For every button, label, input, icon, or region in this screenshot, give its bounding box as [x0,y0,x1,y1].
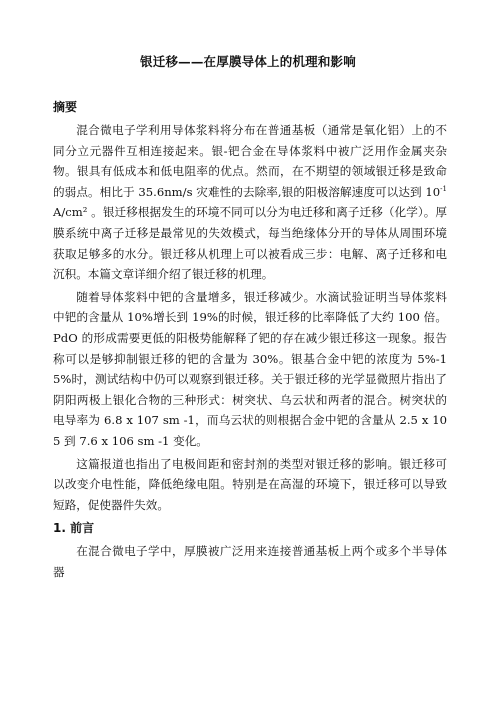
section-1-paragraph-1: 在混合微电子学中，厚膜被广泛用来连接普通基板上两个或多个半导体器 [53,544,447,579]
document-title: 银迁移——在厚膜导体上的机理和影响 [140,54,356,69]
abstract-paragraph-2: 随着导体浆料中钯的含量增多，银迁移减少。水滴试验证明当导体浆料中钯的含量从 10%增长到 19%的时候，银迁移的比率降低了大约 100 倍。PdO 的形成需要更低的阳极势能解释了钯的存在减少银迁移这一现象。报告称可以是够抑制银迁移的钯的含量为 30%。银基合金中钯的浓度为 5%-15%时，测试结构中仍可以观察到银迁移。关于银迁移的光学显微照片指出了阴阳两极上银化合物的三种形式：树突状、乌云状和两者的混合。树突状的电导率为 6.8 x 107 sm -1，而乌云状的则根据合金中钯的含量从 2.5 x 105 到 7.6 x 106 sm -1 变化。 [53,289,447,448]
document-body [53,98,447,582]
abstract-paragraph-3: 这篇报道也指出了电极间距和密封剂的类型对银迁移的影响。银迁移可以改变介电性能，降低绝缘电阻。特别是在高湿的环境下，银迁移可以导致短路，促使器件失效。 [53,456,447,512]
abstract-paragraph-1 [53,120,447,285]
abstract-paragraph-1-part-a: 混合微电子学利用导体浆料将分布在普通基板（通常是氧化铝）上的不同分立元器件互相连接起来。银-钯合金在导体浆料中被广泛用作金属夹杂物。银具有低成本和低电阻率的优点。然而，在不期望的领域银迁移是致命的弱点。相比于 35.6nm/s 灾难性的去除率,银的阳极溶解速度可以达到 10 [53,123,447,199]
section-1-heading: 1. 前言 [53,521,95,536]
abstract-heading: 摘要 [53,100,78,114]
abstract-paragraph-1-superscript: -1 [440,184,447,193]
abstract-paragraph-1-part-b: A/cm² 。银迁移根据发生的环境不同可以分为电迁移和离子迁移（化学）。厚膜系统中离子迁移是最常见的失效模式，每当绝缘体分开的导体从周围环境获取足够多的水分。银迁移从机理上可以被看成三步：电解、离子迁移和电沉积。本篇文章详细介绍了银迁移的机理。 [53,205,447,282]
